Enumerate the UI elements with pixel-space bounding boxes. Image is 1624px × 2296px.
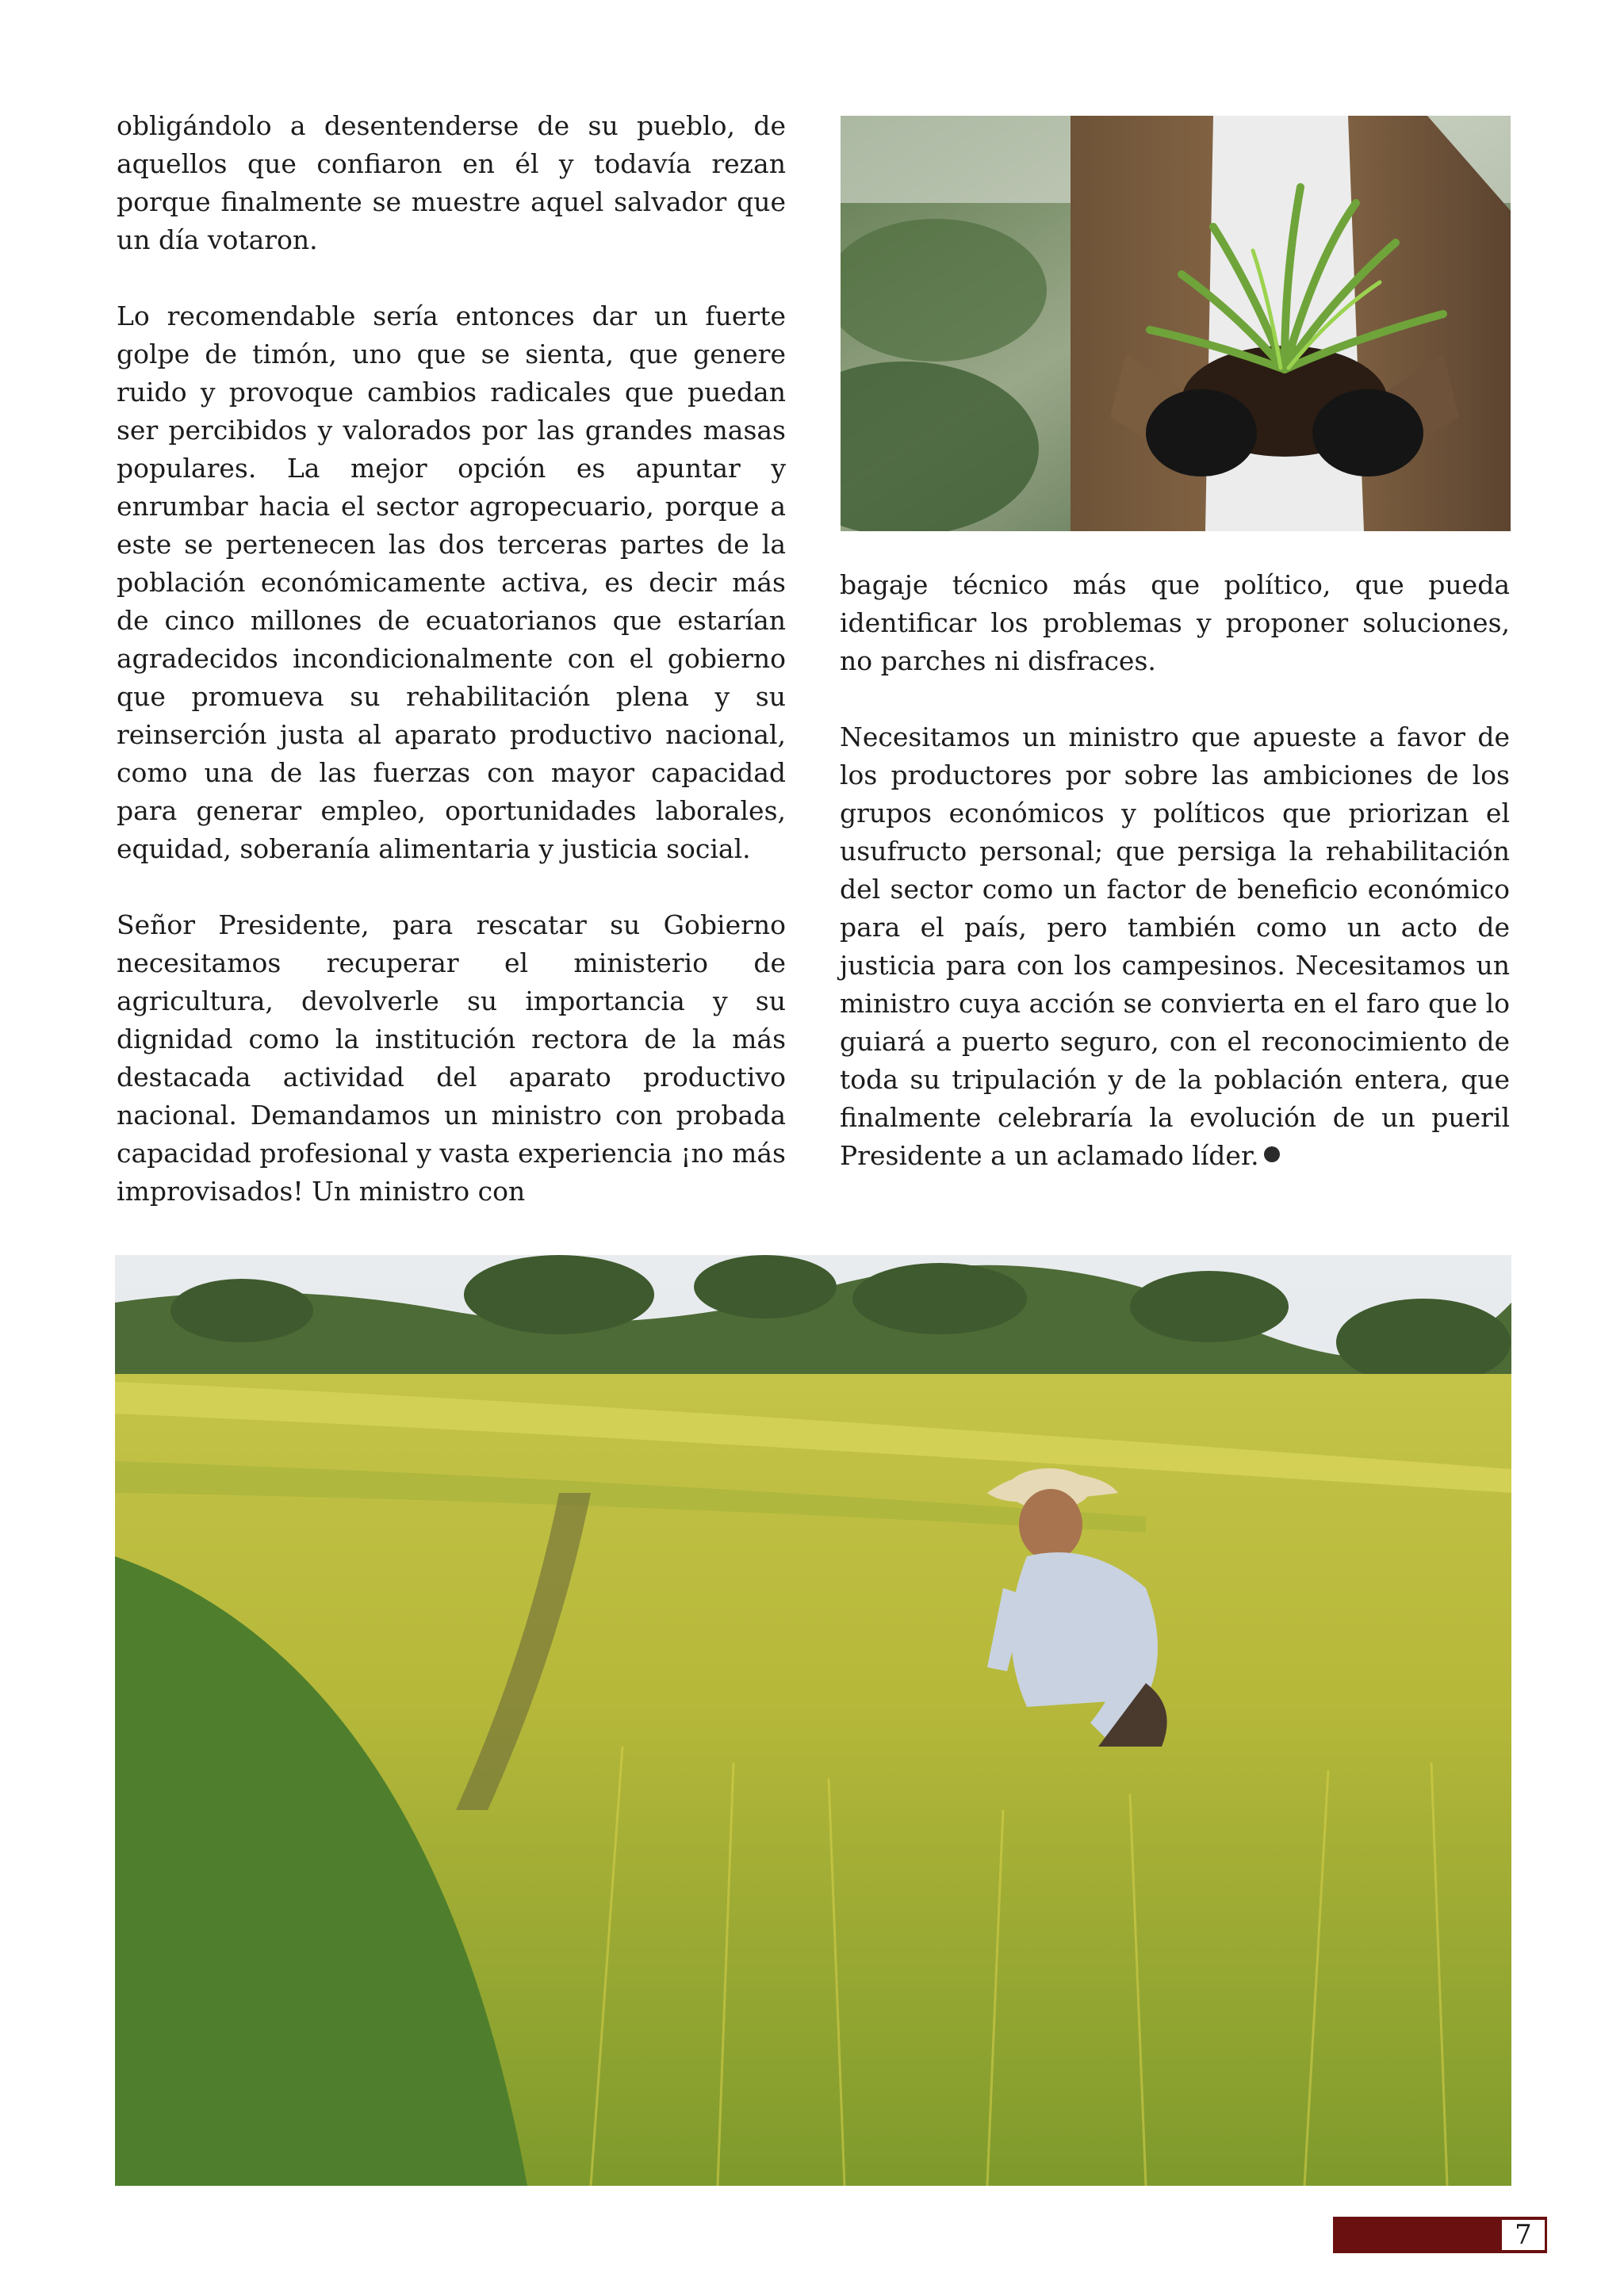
paragraph: Lo recomendable sería entonces dar un fuerte golpe de timón, uno que se sienta, que genere ruido y provoque cambios radicales que puedan ser percibidos y valorados por las grandes masas populares. La mejor opción es apuntar y enrumbar hacia el sector agropecuario, porque a este se pertenecen las dos terceras partes de la población económicamente activa, es decir más de cinco millones de ecuatorianos que estarían agradecidos incondicionalmente con el gobierno que promueva su rehabilitación plena y su reinserción justa al aparato productivo nacional, como una de las fuerzas con mayor capacidad para generar empleo, oportunidades laborales, equidad, soberanía alimentaria y justicia social. xyxy=(117,300,786,864)
paragraph: obligándolo a desentenderse de su pueblo, de aquellos que confiaron en él y todavía rezan porque finalmente se muestre aquel salvador que un día votaron. xyxy=(117,110,786,255)
rice-field-photo xyxy=(115,1255,1511,2186)
article-column-left xyxy=(117,107,786,1211)
paragraph: bagaje técnico más que político, que pueda identificar los problemas y proponer soluciones, no parches ni disfraces. xyxy=(840,569,1510,676)
end-mark-icon xyxy=(1264,1146,1280,1162)
article-column-right xyxy=(840,566,1510,1175)
paragraph-text: Necesitamos un ministro que apueste a favor de los productores por sobre las ambiciones de los grupos económicos y políticos que priorizan el usufructo personal; que persiga la rehabilitación del sector como un factor de beneficio económico para el país, pero también como un acto de justicia para con los campesinos. Necesitamos un ministro cuya acción se convierta en el faro que lo guiará a puerto seguro, con el reconocimiento de toda su tripulación y de la población entera, que finalmente celebraría la evolución de un pueril Presidente a un aclamado líder. xyxy=(840,721,1510,1171)
seedling-photo xyxy=(841,116,1511,531)
paragraph: Señor Presidente, para rescatar su Gobierno necesitamos recuperar el ministerio de agricultura, devolverle su importancia y su dignidad como la institución rectora de la más destacada actividad del aparato productivo nacional. Demandamos un ministro con probada capacidad profesional y vasta experiencia ¡no más improvisados! Un ministro con xyxy=(117,909,786,1207)
paragraph xyxy=(840,718,1510,1175)
page-number: 7 xyxy=(1500,2218,1546,2252)
